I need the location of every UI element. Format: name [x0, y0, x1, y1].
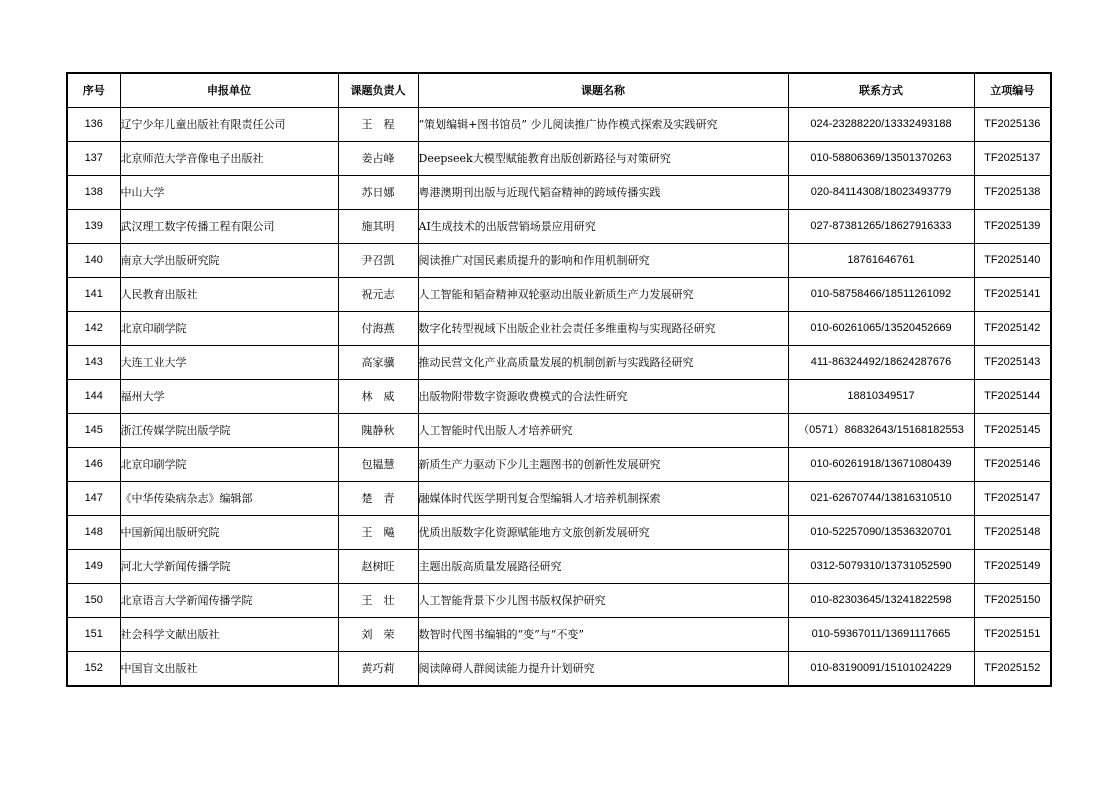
cell-code: TF2025149: [974, 550, 1051, 584]
cell-code: TF2025136: [974, 108, 1051, 142]
header-unit: 申报单位: [120, 73, 338, 108]
cell-contact: 18810349517: [788, 380, 974, 414]
cell-contact: 010-82303645/13241822598: [788, 584, 974, 618]
cell-code: TF2025137: [974, 142, 1051, 176]
table-row: [67, 550, 1051, 584]
cell-serial: 138: [67, 176, 120, 210]
cell-contact: 010-60261918/13671080439: [788, 448, 974, 482]
cell-code: TF2025147: [974, 482, 1051, 516]
cell-code: TF2025144: [974, 380, 1051, 414]
cell-unit: 中山大学: [120, 176, 338, 210]
cell-contact: 010-52257090/13536320701: [788, 516, 974, 550]
cell-serial: 143: [67, 346, 120, 380]
table-row: [67, 108, 1051, 142]
cell-code: TF2025148: [974, 516, 1051, 550]
cell-serial: 149: [67, 550, 120, 584]
cell-contact: 411-86324492/18624287676: [788, 346, 974, 380]
cell-contact: 18761646761: [788, 244, 974, 278]
cell-leader: 林 威: [338, 380, 418, 414]
cell-serial: 148: [67, 516, 120, 550]
cell-title: 数智时代图书编辑的“变”与“不变”: [418, 618, 788, 652]
cell-contact: 010-59367011/13691117665: [788, 618, 974, 652]
cell-leader: 高家骥: [338, 346, 418, 380]
cell-leader: 王 飚: [338, 516, 418, 550]
cell-contact: 021-62670744/13816310510: [788, 482, 974, 516]
cell-title: 优质出版数字化资源赋能地方文旅创新发展研究: [418, 516, 788, 550]
header-leader: 课题负责人: [338, 73, 418, 108]
cell-unit: 北京印刷学院: [120, 312, 338, 346]
cell-unit: 武汉理工数字传播工程有限公司: [120, 210, 338, 244]
cell-unit: 《中华传染病杂志》编辑部: [120, 482, 338, 516]
cell-leader: 赵树旺: [338, 550, 418, 584]
table-row: [67, 176, 1051, 210]
cell-unit: 人民教育出版社: [120, 278, 338, 312]
cell-contact: 010-60261065/13520452669: [788, 312, 974, 346]
cell-leader: 王 壮: [338, 584, 418, 618]
cell-code: TF2025150: [974, 584, 1051, 618]
cell-title: 阅读推广对国民素质提升的影响和作用机制研究: [418, 244, 788, 278]
cell-title: 人工智能背景下少儿图书版权保护研究: [418, 584, 788, 618]
cell-title: Deepseek大模型赋能教育出版创新路径与对策研究: [418, 142, 788, 176]
cell-title: 人工智能时代出版人才培养研究: [418, 414, 788, 448]
cell-code: TF2025141: [974, 278, 1051, 312]
cell-leader: 王 程: [338, 108, 418, 142]
cell-title: 融媒体时代医学期刊复合型编辑人才培养机制探索: [418, 482, 788, 516]
table-row: [67, 482, 1051, 516]
cell-title: 出版物附带数字资源收费模式的合法性研究: [418, 380, 788, 414]
cell-contact: 020-84114308/18023493779: [788, 176, 974, 210]
cell-code: TF2025145: [974, 414, 1051, 448]
cell-title: 粤港澳期刊出版与近现代韬奋精神的跨域传播实践: [418, 176, 788, 210]
table-row: [67, 448, 1051, 482]
cell-leader: 刘 荣: [338, 618, 418, 652]
cell-code: TF2025152: [974, 652, 1051, 687]
cell-serial: 137: [67, 142, 120, 176]
header-contact: 联系方式: [788, 73, 974, 108]
header-title: 课题名称: [418, 73, 788, 108]
cell-title: “策划编辑+图书馆员” 少儿阅读推广协作模式探索及实践研究: [418, 108, 788, 142]
table-row: [67, 210, 1051, 244]
cell-contact: 010-83190091/15101024229: [788, 652, 974, 687]
cell-unit: 北京印刷学院: [120, 448, 338, 482]
cell-serial: 145: [67, 414, 120, 448]
header-serial: 序号: [67, 73, 120, 108]
table-row: [67, 414, 1051, 448]
cell-leader: 楚 青: [338, 482, 418, 516]
cell-code: TF2025138: [974, 176, 1051, 210]
table-row: [67, 142, 1051, 176]
cell-unit: 大连工业大学: [120, 346, 338, 380]
cell-title: 人工智能和韬奋精神双轮驱动出版业新质生产力发展研究: [418, 278, 788, 312]
table-header-row: [67, 73, 1051, 108]
cell-contact: 024-23288220/13332493188: [788, 108, 974, 142]
cell-leader: 隗静秋: [338, 414, 418, 448]
table-row: [67, 516, 1051, 550]
cell-unit: 辽宁少年儿童出版社有限责任公司: [120, 108, 338, 142]
cell-leader: 祝元志: [338, 278, 418, 312]
cell-serial: 144: [67, 380, 120, 414]
cell-contact: 010-58806369/13501370263: [788, 142, 974, 176]
cell-serial: 142: [67, 312, 120, 346]
cell-unit: 河北大学新闻传播学院: [120, 550, 338, 584]
cell-serial: 141: [67, 278, 120, 312]
cell-serial: 139: [67, 210, 120, 244]
cell-unit: 福州大学: [120, 380, 338, 414]
cell-title: 主题出版高质量发展路径研究: [418, 550, 788, 584]
cell-serial: 147: [67, 482, 120, 516]
table-row: [67, 652, 1051, 687]
cell-unit: 中国盲文出版社: [120, 652, 338, 687]
cell-title: 阅读障碍人群阅读能力提升计划研究: [418, 652, 788, 687]
table-row: [67, 244, 1051, 278]
cell-code: TF2025146: [974, 448, 1051, 482]
cell-unit: 北京师范大学音像电子出版社: [120, 142, 338, 176]
cell-serial: 150: [67, 584, 120, 618]
table-row: [67, 346, 1051, 380]
table-row: [67, 584, 1051, 618]
cell-contact: 010-58758466/18511261092: [788, 278, 974, 312]
cell-leader: 付海燕: [338, 312, 418, 346]
cell-leader: 黄巧莉: [338, 652, 418, 687]
cell-title: AI生成技术的出版营销场景应用研究: [418, 210, 788, 244]
cell-contact: 0312-5079310/13731052590: [788, 550, 974, 584]
table-row: [67, 380, 1051, 414]
cell-contact: （0571）86832643/15168182553: [788, 414, 974, 448]
cell-unit: 中国新闻出版研究院: [120, 516, 338, 550]
project-table: [66, 72, 1052, 687]
cell-serial: 136: [67, 108, 120, 142]
header-code: 立项编号: [974, 73, 1051, 108]
cell-unit: 南京大学出版研究院: [120, 244, 338, 278]
cell-serial: 152: [67, 652, 120, 687]
table-row: [67, 618, 1051, 652]
cell-leader: 包韫慧: [338, 448, 418, 482]
cell-leader: 姜占峰: [338, 142, 418, 176]
cell-serial: 140: [67, 244, 120, 278]
cell-title: 数字化转型视域下出版企业社会责任多维重构与实现路径研究: [418, 312, 788, 346]
cell-unit: 浙江传媒学院出版学院: [120, 414, 338, 448]
cell-code: TF2025142: [974, 312, 1051, 346]
table-row: [67, 312, 1051, 346]
table-row: [67, 278, 1051, 312]
cell-code: TF2025139: [974, 210, 1051, 244]
cell-contact: 027-87381265/18627916333: [788, 210, 974, 244]
cell-serial: 151: [67, 618, 120, 652]
cell-title: 新质生产力驱动下少儿主题图书的创新性发展研究: [418, 448, 788, 482]
cell-code: TF2025151: [974, 618, 1051, 652]
cell-code: TF2025143: [974, 346, 1051, 380]
cell-title: 推动民营文化产业高质量发展的机制创新与实践路径研究: [418, 346, 788, 380]
cell-leader: 尹召凯: [338, 244, 418, 278]
cell-code: TF2025140: [974, 244, 1051, 278]
cell-unit: 社会科学文献出版社: [120, 618, 338, 652]
cell-leader: 施其明: [338, 210, 418, 244]
cell-leader: 苏日娜: [338, 176, 418, 210]
cell-serial: 146: [67, 448, 120, 482]
cell-unit: 北京语言大学新闻传播学院: [120, 584, 338, 618]
